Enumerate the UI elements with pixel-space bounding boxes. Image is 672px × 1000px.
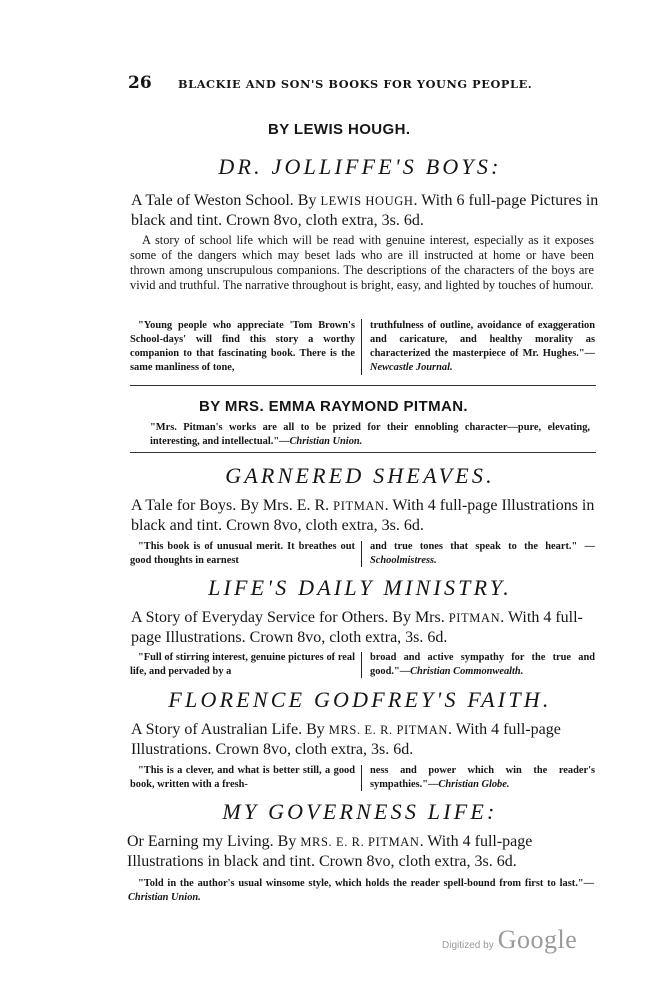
author-heading-pitman: BY MRS. EMMA RAYMOND PITMAN.	[199, 398, 468, 415]
book-desc-lifes-daily-ministry: A Story of Everyday Service for Others. By Mrs. PITMAN. With 4 full-page Illustrations. Crown 8vo, cloth extra, 3s. 6d.	[131, 609, 583, 646]
review-left-lifes-daily-ministry: "Full of stirring interest, genuine pictures of real life, and pervaded by a	[130, 652, 355, 677]
column-divider	[361, 765, 362, 791]
author-review-pitman: "Mrs. Pitman's works are all to be prized for their ennobling character—pure, elevating, interesting, and intellectual."—Christian Union.	[150, 422, 590, 447]
book-title-lifes-daily-ministry: LIFE'S DAILY MINISTRY.	[208, 575, 512, 600]
column-divider	[361, 319, 362, 375]
page-number: 26	[128, 73, 152, 93]
section-rule	[130, 385, 596, 386]
section-rule	[130, 452, 596, 453]
book-desc-garnered-sheaves: A Tale for Boys. By Mrs. E. R. PITMAN. With 4 full-page Illustrations in black and tint. Crown 8vo, cloth extra, 3s. 6d.	[131, 497, 595, 534]
column-divider	[361, 652, 362, 678]
book-desc-florence-godfreys-faith: A Story of Australian Life. By MRS. E. R. PITMAN. With 4 full-page Illustrations. Crown 8vo, cloth extra, 3s. 6d.	[131, 721, 561, 758]
review-my-governess-life: "Told in the author's usual winsome style, which holds the reader spell-bound from first to last."—Christian Union.	[128, 878, 594, 903]
column-divider	[361, 541, 362, 567]
author-heading-hough: BY LEWIS HOUGH.	[268, 121, 411, 138]
blurb-jolliffe: A story of school life which will be read with genuine interest, especially as it exposes some of the dangers which may beset lads who are ill instructed at home or have been thrown among unscrupulous companions. The descriptions of the characters of the boys are vivid and truthful. The narrative throughout is bright, easy, and lighted by touches of humour.	[130, 233, 594, 292]
running-title: BLACKIE AND SON'S BOOKS FOR YOUNG PEOPLE.	[178, 77, 533, 91]
author-smallcaps: LEWIS HOUGH	[320, 194, 414, 208]
book-title-jolliffe: DR. JOLLIFFE'S BOYS:	[218, 154, 502, 179]
book-title-florence-godfreys-faith: FLORENCE GODFREY'S FAITH.	[168, 687, 552, 712]
book-title-garnered-sheaves: GARNERED SHEAVES.	[225, 463, 495, 488]
review-right-garnered-sheaves: and true tones that speak to the heart." —Schoolmistress.	[370, 541, 595, 566]
book-desc-jolliffe: A Tale of Weston School. By LEWIS HOUGH. With 6 full-page Pictures in black and tint. Crown 8vo, cloth extra, 3s. 6d.	[131, 192, 599, 229]
review-left-florence-godfreys-faith: "This is a clever, and what is better still, a good book, written with a fresh-	[130, 765, 355, 790]
book-title-my-governess-life: MY GOVERNESS LIFE:	[222, 799, 498, 824]
review-left-jolliffe: "Young people who appreciate 'Tom Brown's School-days' will find this story a worthy companion to that fascinating book. There is the same manliness of tone,	[130, 320, 355, 373]
book-desc-my-governess-life: Or Earning my Living. By MRS. E. R. PITMAN. With 4 full-page Illustrations in black and tint. Crown 8vo, cloth extra, 3s. 6d.	[127, 833, 533, 870]
review-right-lifes-daily-ministry: broad and active sympathy for the true and good."—Christian Commonwealth.	[370, 652, 595, 677]
digitized-by-google-watermark: Digitized by Google	[442, 925, 578, 954]
review-right-florence-godfreys-faith: ness and power which win the reader's sympathies."—Christian Globe.	[370, 765, 595, 790]
review-right-jolliffe: truthfulness of outline, avoidance of exaggeration and caricature, and healthy morality as characterized the masterpiece of Mr. Hughes."—Newcastle Journal.	[370, 320, 595, 373]
review-left-garnered-sheaves: "This book is of unusual merit. It breathes out good thoughts in earnest	[130, 541, 355, 566]
